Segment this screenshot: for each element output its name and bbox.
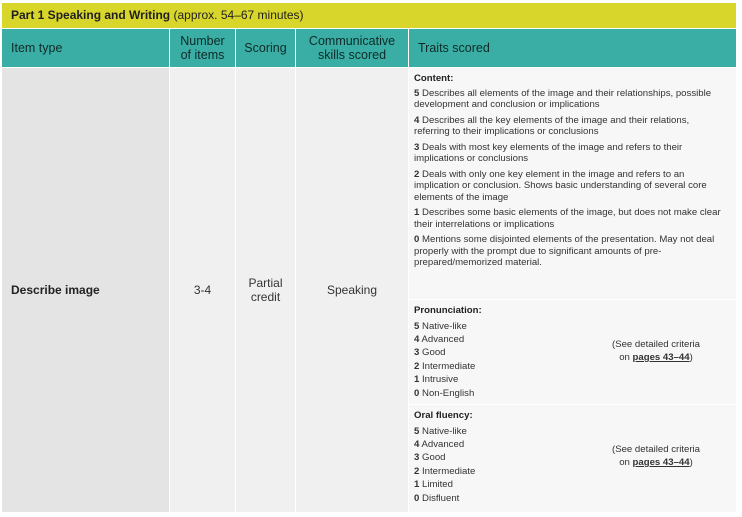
content-criterion: 5 Describes all elements of the image and their relationships, possible development and conclusion or implications bbox=[414, 87, 712, 110]
item-type-cell: Describe image bbox=[2, 68, 169, 512]
scoring-table bbox=[2, 3, 736, 513]
content-criterion: 2 Deals with only one key element in the image and refers to an implication or conclusion. Shows basic understanding of several core elements of the image bbox=[414, 168, 707, 203]
scoring-line1: Partial bbox=[248, 276, 283, 290]
content-criterion: 0 Mentions some disjointed elements of the presentation. May not deal properly with the prompt due to significant amounts of pre-prepared/memorized material. bbox=[414, 234, 715, 268]
fluency-traits bbox=[409, 405, 736, 512]
header-number-of-items bbox=[170, 29, 235, 67]
pronunciation-level: 2 Intermediate bbox=[414, 360, 476, 372]
content-criterion: 4 Describes all the key elements of the image and their relations, referring to their implications or conclusions bbox=[414, 114, 690, 137]
pronunciation-see-criteria: (See detailed criteria on pages 43–44) bbox=[612, 339, 700, 363]
content-traits bbox=[409, 68, 736, 299]
scoring-cell bbox=[236, 68, 295, 512]
content-criterion: 3 Deals with most key elements of the image and refers to their implications or conclusions bbox=[414, 141, 683, 164]
scoring-line2: credit bbox=[250, 290, 281, 304]
pronunciation-title: Pronunciation: bbox=[414, 305, 482, 316]
number-of-items-cell: 3-4 bbox=[170, 68, 235, 512]
pronunciation-level: 5 Native-like bbox=[414, 320, 467, 332]
pronunciation-level: 1 Intrusive bbox=[414, 374, 459, 386]
part-duration: (approx. 54–67 minutes) bbox=[173, 8, 304, 22]
header-scoring: Scoring bbox=[236, 29, 295, 67]
fluency-level: 1 Limited bbox=[414, 479, 453, 491]
fluency-title: Oral fluency: bbox=[414, 410, 473, 421]
header-number-line1: Number bbox=[180, 34, 225, 48]
fluency-see-criteria: (See detailed criteria on pages 43–44) bbox=[612, 444, 700, 468]
skills-cell: Speaking bbox=[296, 68, 408, 512]
part-banner bbox=[2, 3, 736, 28]
content-criterion: 1 Describes some basic elements of the image, but does not make clear their interrelations or implications bbox=[414, 207, 721, 230]
content-title: Content: bbox=[414, 73, 454, 84]
fluency-level: 3 Good bbox=[414, 452, 446, 464]
pronunciation-level: 4 Advanced bbox=[414, 333, 465, 345]
pronunciation-traits bbox=[409, 300, 736, 404]
fluency-level: 0 Disfluent bbox=[414, 492, 460, 504]
pronunciation-level: 3 Good bbox=[414, 347, 446, 359]
fluency-level: 2 Intermediate bbox=[414, 465, 476, 477]
header-skills-scored bbox=[296, 29, 408, 67]
fluency-level: 4 Advanced bbox=[414, 438, 465, 450]
header-item-type: Item type bbox=[2, 29, 169, 67]
part-title: Part 1 Speaking and Writing bbox=[11, 8, 171, 22]
fluency-level: 5 Native-like bbox=[414, 425, 467, 437]
fluency-pages-link[interactable]: pages 43–44 bbox=[632, 457, 690, 468]
header-skills-line1: Communicative bbox=[308, 34, 396, 48]
pronunciation-pages-link[interactable]: pages 43–44 bbox=[632, 352, 690, 363]
header-traits-scored: Traits scored bbox=[409, 29, 736, 67]
pronunciation-level: 0 Non-English bbox=[414, 387, 475, 399]
header-skills-line2: skills scored bbox=[317, 48, 387, 62]
header-number-line2: of items bbox=[180, 48, 225, 62]
